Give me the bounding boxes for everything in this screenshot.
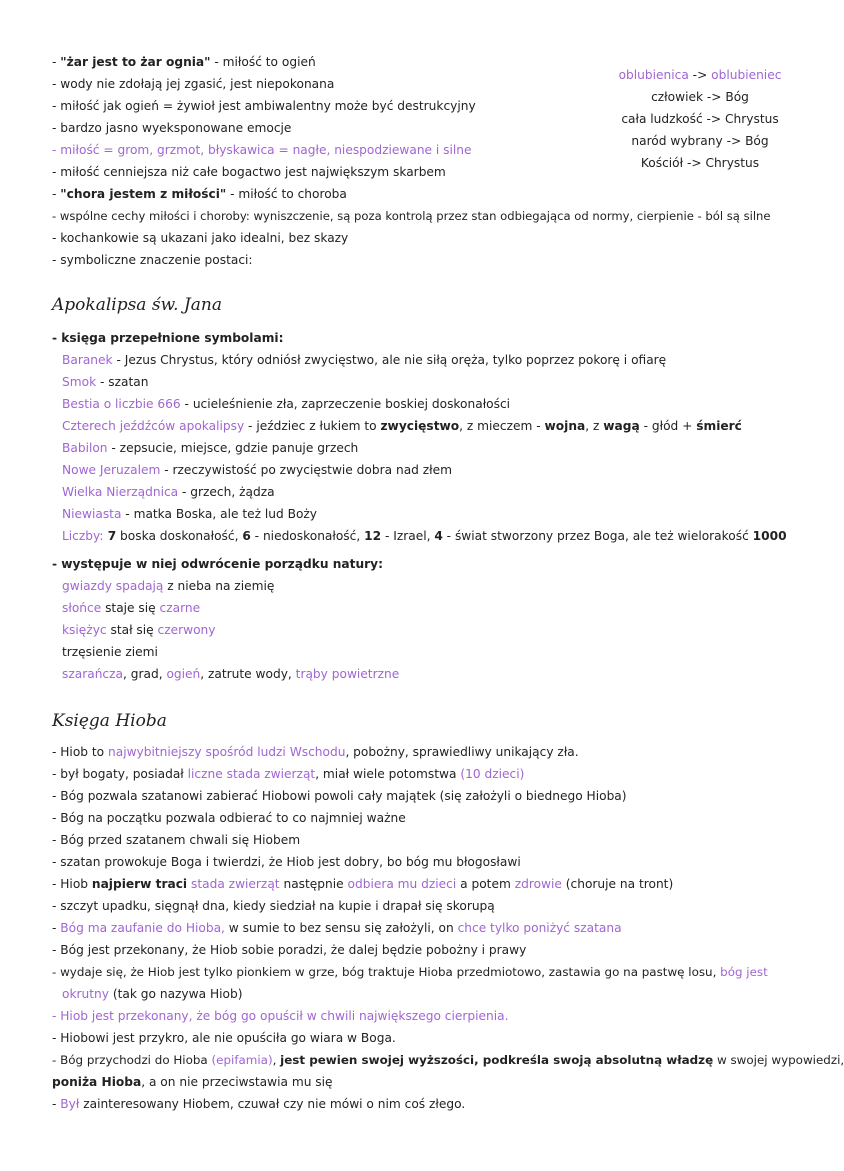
note-line: - miłość cenniejsza niż całe bogactwo jest największym skarbem [52,165,446,179]
highlight: ogień [166,667,201,681]
line-text: , pobożny, sprawiedliwy unikający zła. [345,745,579,759]
note-line [52,186,347,202]
job-line: - Bóg na początku pozwala odbierać to co najmniej ważne [52,811,406,825]
line-text: - Hiob [52,877,92,891]
symbol-meaning: - Izrael, [381,529,435,543]
note-line: - wody nie zdołają jej zgasić, jest niepokonana [52,77,335,91]
symbolic-pair: naród wybrany -> Bóg [631,134,769,148]
line-text: - [52,1097,61,1111]
nature-entry [62,578,274,594]
job-line: - Bóg pozwala szatanowi zabierać Hiobowi powoli cały majątek (się założyli o biednego Hioba) [52,789,627,803]
symbol-term: Niewiasta [62,507,122,521]
job-line: - szatan prowokuje Boga i twierdzi, że Hiob jest dobry, bo bóg mu błogosławi [52,855,521,869]
note-line [52,54,316,70]
arrow: -> [688,68,712,82]
job-line-highlight: - Hiob jest przekonany, że bóg go opuścił w chwili największego cierpienia. [52,1009,509,1023]
line-text: w sumie to bez sensu się założyli, on [224,921,458,935]
line-text: - wydaje się, że Hiob jest tylko pionkiem w grze, bóg traktuje Hioba przedmiotowo, zastawia go na pastwę losu, [52,965,721,979]
symbol-meaning: - głód + [639,419,697,433]
number: 1000 [752,529,787,543]
symbol-meaning: - świat stworzony przez Boga, ale też wielorakość [442,529,753,543]
highlight: słońce [62,601,102,615]
highlight: chce tylko poniżyć szatana [457,921,622,935]
line-text: - Bóg przychodzi do Hioba [52,1053,212,1067]
quote-bold: "żar jest to żar ognia" [60,55,211,69]
entry-text: z nieba na ziemię [163,579,275,593]
line-text: - [52,921,61,935]
job-line: - szczyt upadku, sięgnął dna, kiedy siedział na kupie i drapał się skorupą [52,899,495,913]
highlight: trąby powietrzne [295,667,400,681]
line-text: (tak go nazywa Hiob) [108,987,243,1001]
keyword: wagą [603,419,640,433]
symbolic-pair: człowiek -> Bóg [651,90,749,104]
symbol-entry [62,506,317,522]
nature-entry [62,600,200,616]
highlight: Był [60,1097,80,1111]
symbol-entry [62,374,148,390]
job-line [52,964,768,980]
symbol-term: Wielka Nierządnica [62,485,179,499]
section-heading-apocalypse: Apokalipsa św. Jana [52,295,222,315]
highlight: liczne stada zwierząt [187,767,316,781]
keyword: jest pewien swojej wyższości, podkreśla swoją absolutną władzę [280,1053,714,1067]
highlight: Bóg ma zaufanie do Hioba, [60,921,225,935]
job-line-continued [62,986,242,1002]
symbol-term: Nowe Jeruzalem [62,463,161,477]
symbol-meaning: - ucieleśnienie zła, zaprzeczenie boskiej doskonałości [180,397,511,411]
number: 6 [242,529,251,543]
keyword: zwycięstwo [380,419,460,433]
job-line [52,920,622,936]
job-line: - Bóg przed szatanem chwali się Hiobem [52,833,301,847]
symbol-term: Czterech jeźdźców apokalipsy [62,419,245,433]
symbol-entry [62,440,358,456]
symbol-term: Bestia o liczbie 666 [62,397,181,411]
number: 7 [103,529,117,543]
entry-text: , grad, [123,667,167,681]
symbol-meaning: boska doskonałość, [116,529,243,543]
symbol-meaning: - rzeczywistość po zwycięstwie dobra nad złem [160,463,453,477]
highlight: bóg jest [720,965,768,979]
note-line: - miłość jak ogień = żywioł jest ambiwalentny może być destrukcyjny [52,99,476,113]
line-text: - był bogaty, posiadał [52,767,188,781]
note-text: - miłość to choroba [226,187,347,201]
note-text: - miłość to ogień [210,55,316,69]
symbol-meaning: , z mieczem - [459,419,545,433]
entry-text: stał się [106,623,158,637]
line-text: - Hiob to [52,745,108,759]
line-text: w swojej wypowiedzi, [713,1053,844,1067]
highlight: gwiazdy spadają [62,579,164,593]
entry-text: staje się [101,601,160,615]
highlight: najwybitniejszy spośród ludzi Wschodu [108,745,346,759]
nature-entry [62,622,216,638]
bride-term: oblubienica [618,68,689,82]
highlight: czerwony [157,623,216,637]
nature-entry [62,666,399,682]
groom-term: oblubieniec [711,68,782,82]
symbol-meaning: - Jezus Chrystus, który odniósł zwycięstwo, ale nie siłą oręża, tylko poprzez pokorę i ofiarę [112,353,667,367]
job-line [52,1096,465,1112]
highlight: szarańcza [62,667,123,681]
symbolic-pair [580,67,820,83]
symbol-entry [62,462,452,478]
line-text: a potem [456,877,515,891]
symbol-term: Smok [62,375,97,389]
highlight: (10 dzieci) [460,767,525,781]
note-line-highlight: - miłość = grom, grzmot, błyskawica = nagłe, niespodziewane i silne [52,143,472,157]
symbol-entry [62,396,510,412]
symbol-entry [62,418,742,434]
highlight: odbiera mu dzieci [347,877,457,891]
note-line: - wspólne cechy miłości i choroby: wyniszczenie, są poza kontrolą przez stan odbiegająca od normy, cierpienie - ból są silne [52,209,771,223]
keyword: najpierw traci [91,877,188,891]
symbol-meaning: - niedoskonałość, [250,529,365,543]
symbol-term: Liczby: [62,529,104,543]
line-text: , [272,1053,281,1067]
line-text: następnie [279,877,348,891]
symbol-meaning: - zepsucie, miejsce, gdzie panuje grzech [107,441,359,455]
symbol-term: Baranek [62,353,113,367]
symbol-term: Babilon [62,441,108,455]
note-line: - symboliczne znaczenie postaci: [52,253,253,267]
highlight: księżyc [62,623,107,637]
number: 4 [434,529,443,543]
subheading: - księga przepełnione symbolami: [52,331,284,345]
note-line: - kochankowie są ukazani jako idealni, bez skazy [52,231,349,245]
symbolic-pair: cała ludzkość -> Chrystus [621,112,779,126]
symbol-entry [62,528,787,544]
section-heading-job: Księga Hioba [52,711,167,731]
note-line: - bardzo jasno wyeksponowane emocje [52,121,292,135]
job-line [52,766,524,782]
line-text: zainteresowany Hiobem, czuwał czy nie mówi o nim coś złego. [79,1097,466,1111]
line-text: , a on nie przeciwstawia mu się [141,1075,333,1089]
highlight: okrutny [62,987,109,1001]
symbol-meaning: - jeździec z łukiem to [244,419,381,433]
bullet: - [52,187,61,201]
keyword: poniża Hioba [52,1075,142,1089]
symbol-entry [62,352,666,368]
subheading: - występuje w niej odwrócenie porządku natury: [52,557,383,571]
symbolic-pair: Kościół -> Chrystus [640,156,760,170]
keyword: śmierć [696,419,742,433]
line-text: (choruje na tront) [561,877,674,891]
symbol-meaning: - matka Boska, ale też lud Boży [121,507,318,521]
symbol-meaning: - szatan [96,375,149,389]
job-line [52,744,579,760]
symbol-meaning: - grzech, żądza [178,485,275,499]
job-line [52,1052,844,1068]
job-line: - Hiobowi jest przykro, ale nie opuściła go wiara w Boga. [52,1031,396,1045]
keyword: wojna [544,419,586,433]
symbol-entry [62,484,275,500]
highlight: (epifamia) [211,1053,273,1067]
quote-bold: "chora jestem z miłości" [60,187,227,201]
highlight: zdrowie [514,877,562,891]
highlight: stada zwierząt [191,877,280,891]
entry-text: , zatrute wody, [200,667,296,681]
line-text: , miał wiele potomstwa [315,767,461,781]
job-line-continued [52,1074,333,1090]
number: 12 [364,529,382,543]
bullet: - [52,55,61,69]
nature-entry: trzęsienie ziemi [62,645,158,659]
symbol-meaning: , z [585,419,604,433]
highlight: czarne [159,601,201,615]
job-line [52,876,673,892]
job-line: - Bóg jest przekonany, że Hiob sobie poradzi, że dalej będzie pobożny i prawy [52,943,527,957]
